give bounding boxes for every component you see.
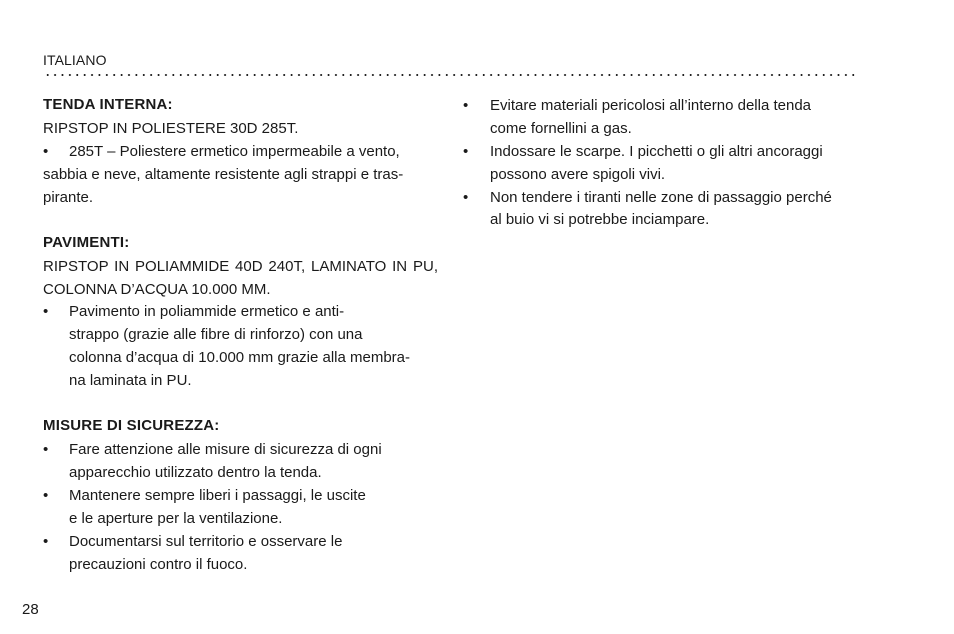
floors-bullet-line: colonna d’acqua di 10.000 mm grazie alla membra-: [69, 349, 411, 366]
floors-heading: PAVIMENTI:: [43, 234, 130, 251]
floors-bullet-line: strappo (grazie alle fibre di rinforzo) con una: [69, 326, 363, 343]
bullet-marker: •: [43, 487, 49, 504]
bullet-marker: •: [463, 97, 469, 114]
inner-tent-heading: TENDA INTERNA:: [43, 96, 173, 113]
floors-bullet-line: na laminata in PU.: [69, 372, 192, 389]
safety-bullet-line: Fare attenzione alle misure di sicurezza di ogni: [69, 441, 382, 458]
bullet-marker: •: [43, 303, 49, 320]
language-label: ITALIANO: [43, 52, 107, 68]
floors-spec-line: COLONNA D’ACQUA 10.000 MM.: [43, 281, 271, 298]
safety-bullet-line: e le aperture per la ventilazione.: [69, 510, 283, 527]
right-bullet-line: Indossare le scarpe. I picchetti o gli altri ancoraggi: [490, 143, 823, 160]
bullet-marker: •: [43, 441, 49, 458]
dotted-divider: [44, 74, 859, 76]
inner-tent-bullet-line: 285T – Poliestere ermetico impermeabile a vento,: [69, 143, 400, 160]
floors-spec-line: RIPSTOP IN POLIAMMIDE 40D 240T, LAMINATO IN PU,: [43, 258, 438, 275]
safety-bullet-line: apparecchio utilizzato dentro la tenda.: [69, 464, 322, 481]
page-number: 28: [22, 601, 39, 618]
safety-bullet-line: precauzioni contro il fuoco.: [69, 556, 248, 573]
bullet-marker: •: [463, 189, 469, 206]
safety-heading: MISURE DI SICUREZZA:: [43, 417, 220, 434]
inner-tent-bullet-line: pirante.: [43, 189, 94, 206]
bullet-marker: •: [463, 143, 469, 160]
safety-bullet-line: Mantenere sempre liberi i passaggi, le uscite: [69, 487, 366, 504]
right-bullet-line: Evitare materiali pericolosi all’interno della tenda: [490, 97, 811, 114]
inner-tent-bullet-line: sabbia e neve, altamente resistente agli strappi e tras-: [43, 166, 404, 183]
bullet-marker: •: [43, 143, 49, 160]
right-bullet-line: Non tendere i tiranti nelle zone di passaggio perché: [490, 189, 832, 206]
floors-bullet-line: Pavimento in poliammide ermetico e anti-: [69, 303, 345, 320]
safety-bullet-line: Documentarsi sul territorio e osservare le: [69, 533, 343, 550]
bullet-marker: •: [43, 533, 49, 550]
inner-tent-spec: RIPSTOP IN POLIESTERE 30D 285T.: [43, 120, 299, 137]
right-bullet-line: come fornellini a gas.: [490, 120, 632, 137]
right-bullet-line: al buio vi si potrebbe inciampare.: [490, 211, 710, 228]
right-bullet-line: possono avere spigoli vivi.: [490, 166, 666, 183]
